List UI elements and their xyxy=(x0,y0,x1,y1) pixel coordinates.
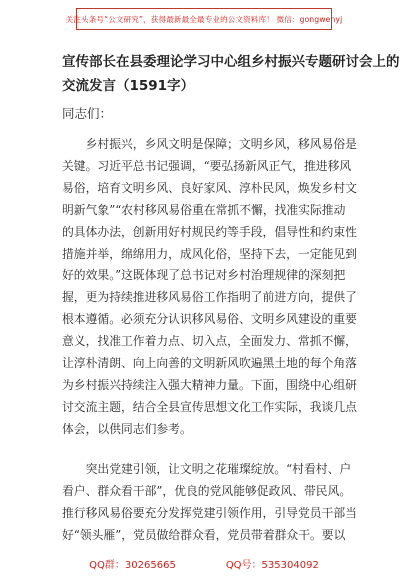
text-line: 为乡村振兴持续注入强大精神力量。下面，围绕中心组研 xyxy=(62,377,357,392)
contact-footer xyxy=(0,556,408,574)
text-line: 好的效果。”这既体现了总书记对乡村治理规律的深刻把 xyxy=(62,268,346,283)
qq-group-text: QQ群：30265665 xyxy=(89,560,176,571)
text-line: 易俗，培育文明乡风、良好家风、淳朴民风，焕发乡村文 xyxy=(62,180,357,195)
body-paragraph-2 xyxy=(62,459,357,547)
text-line: 根本遵循。必须充分认识移风易俗、文明乡风建设的重要 xyxy=(62,312,357,327)
body-paragraph-1 xyxy=(62,134,357,441)
text-line: 突出党建引领，让文明之花璀璨绽放。“村看村、户 xyxy=(62,462,352,476)
text-line: 乡村振兴，乡风文明是保障；文明乡风，移风易俗是 xyxy=(62,137,357,151)
text-line: 让淳朴清朗、向上向善的文明新风吹遍黑土地的每个角落 xyxy=(62,356,357,371)
promo-banner: 关注头条号“公文研究”，获得最新最全最专业的公文资料库！ 微信：gongwenyj xyxy=(76,8,332,30)
qq-number-text: QQ号：535304092 xyxy=(225,560,319,571)
text-line: 握，更为持续推进移风易俗工作指明了前进方向，提供了 xyxy=(62,290,357,305)
text-line: 推行移风易俗要充分发挥党建引领作用，引导党员干部当 xyxy=(62,505,357,520)
text-line: 意义，找准工作着力点、切入点，全面发力、常抓不懈， xyxy=(62,334,357,349)
text-line: 明新气象”“农村移风易俗重在常抓不懈，找准实际推动 xyxy=(62,202,346,217)
text-line: 关键。习近平总书记强调，“要弘扬新风正气，推进移风 xyxy=(62,158,352,173)
text-line: 的具体办法，创新用好村规民约等手段，倡导性和约束性 xyxy=(62,224,357,239)
text-line: 好“领头雁”，党员做给群众看，党员带着群众干。要以 xyxy=(62,527,346,542)
text-line: 讨交流主题，结合全县宣传思想文化工作实际，我谈几点 xyxy=(62,399,357,414)
text-line: 体会，以供同志们参考。 xyxy=(62,421,192,436)
greeting: 同志们： xyxy=(62,106,113,121)
text-line: 看户、群众看干部”，优良的党风能够促政风、带民风。 xyxy=(62,483,352,498)
text-line: 措施并举，绵绵用力，成风化俗，坚持下去，一定能见到 xyxy=(62,246,357,261)
document-title xyxy=(62,50,400,98)
title-line: 交流发言（1591字） xyxy=(62,78,195,94)
title-line: 宣传部长在县委理论学习中心组乡村振兴专题研讨会上的 xyxy=(62,54,400,70)
